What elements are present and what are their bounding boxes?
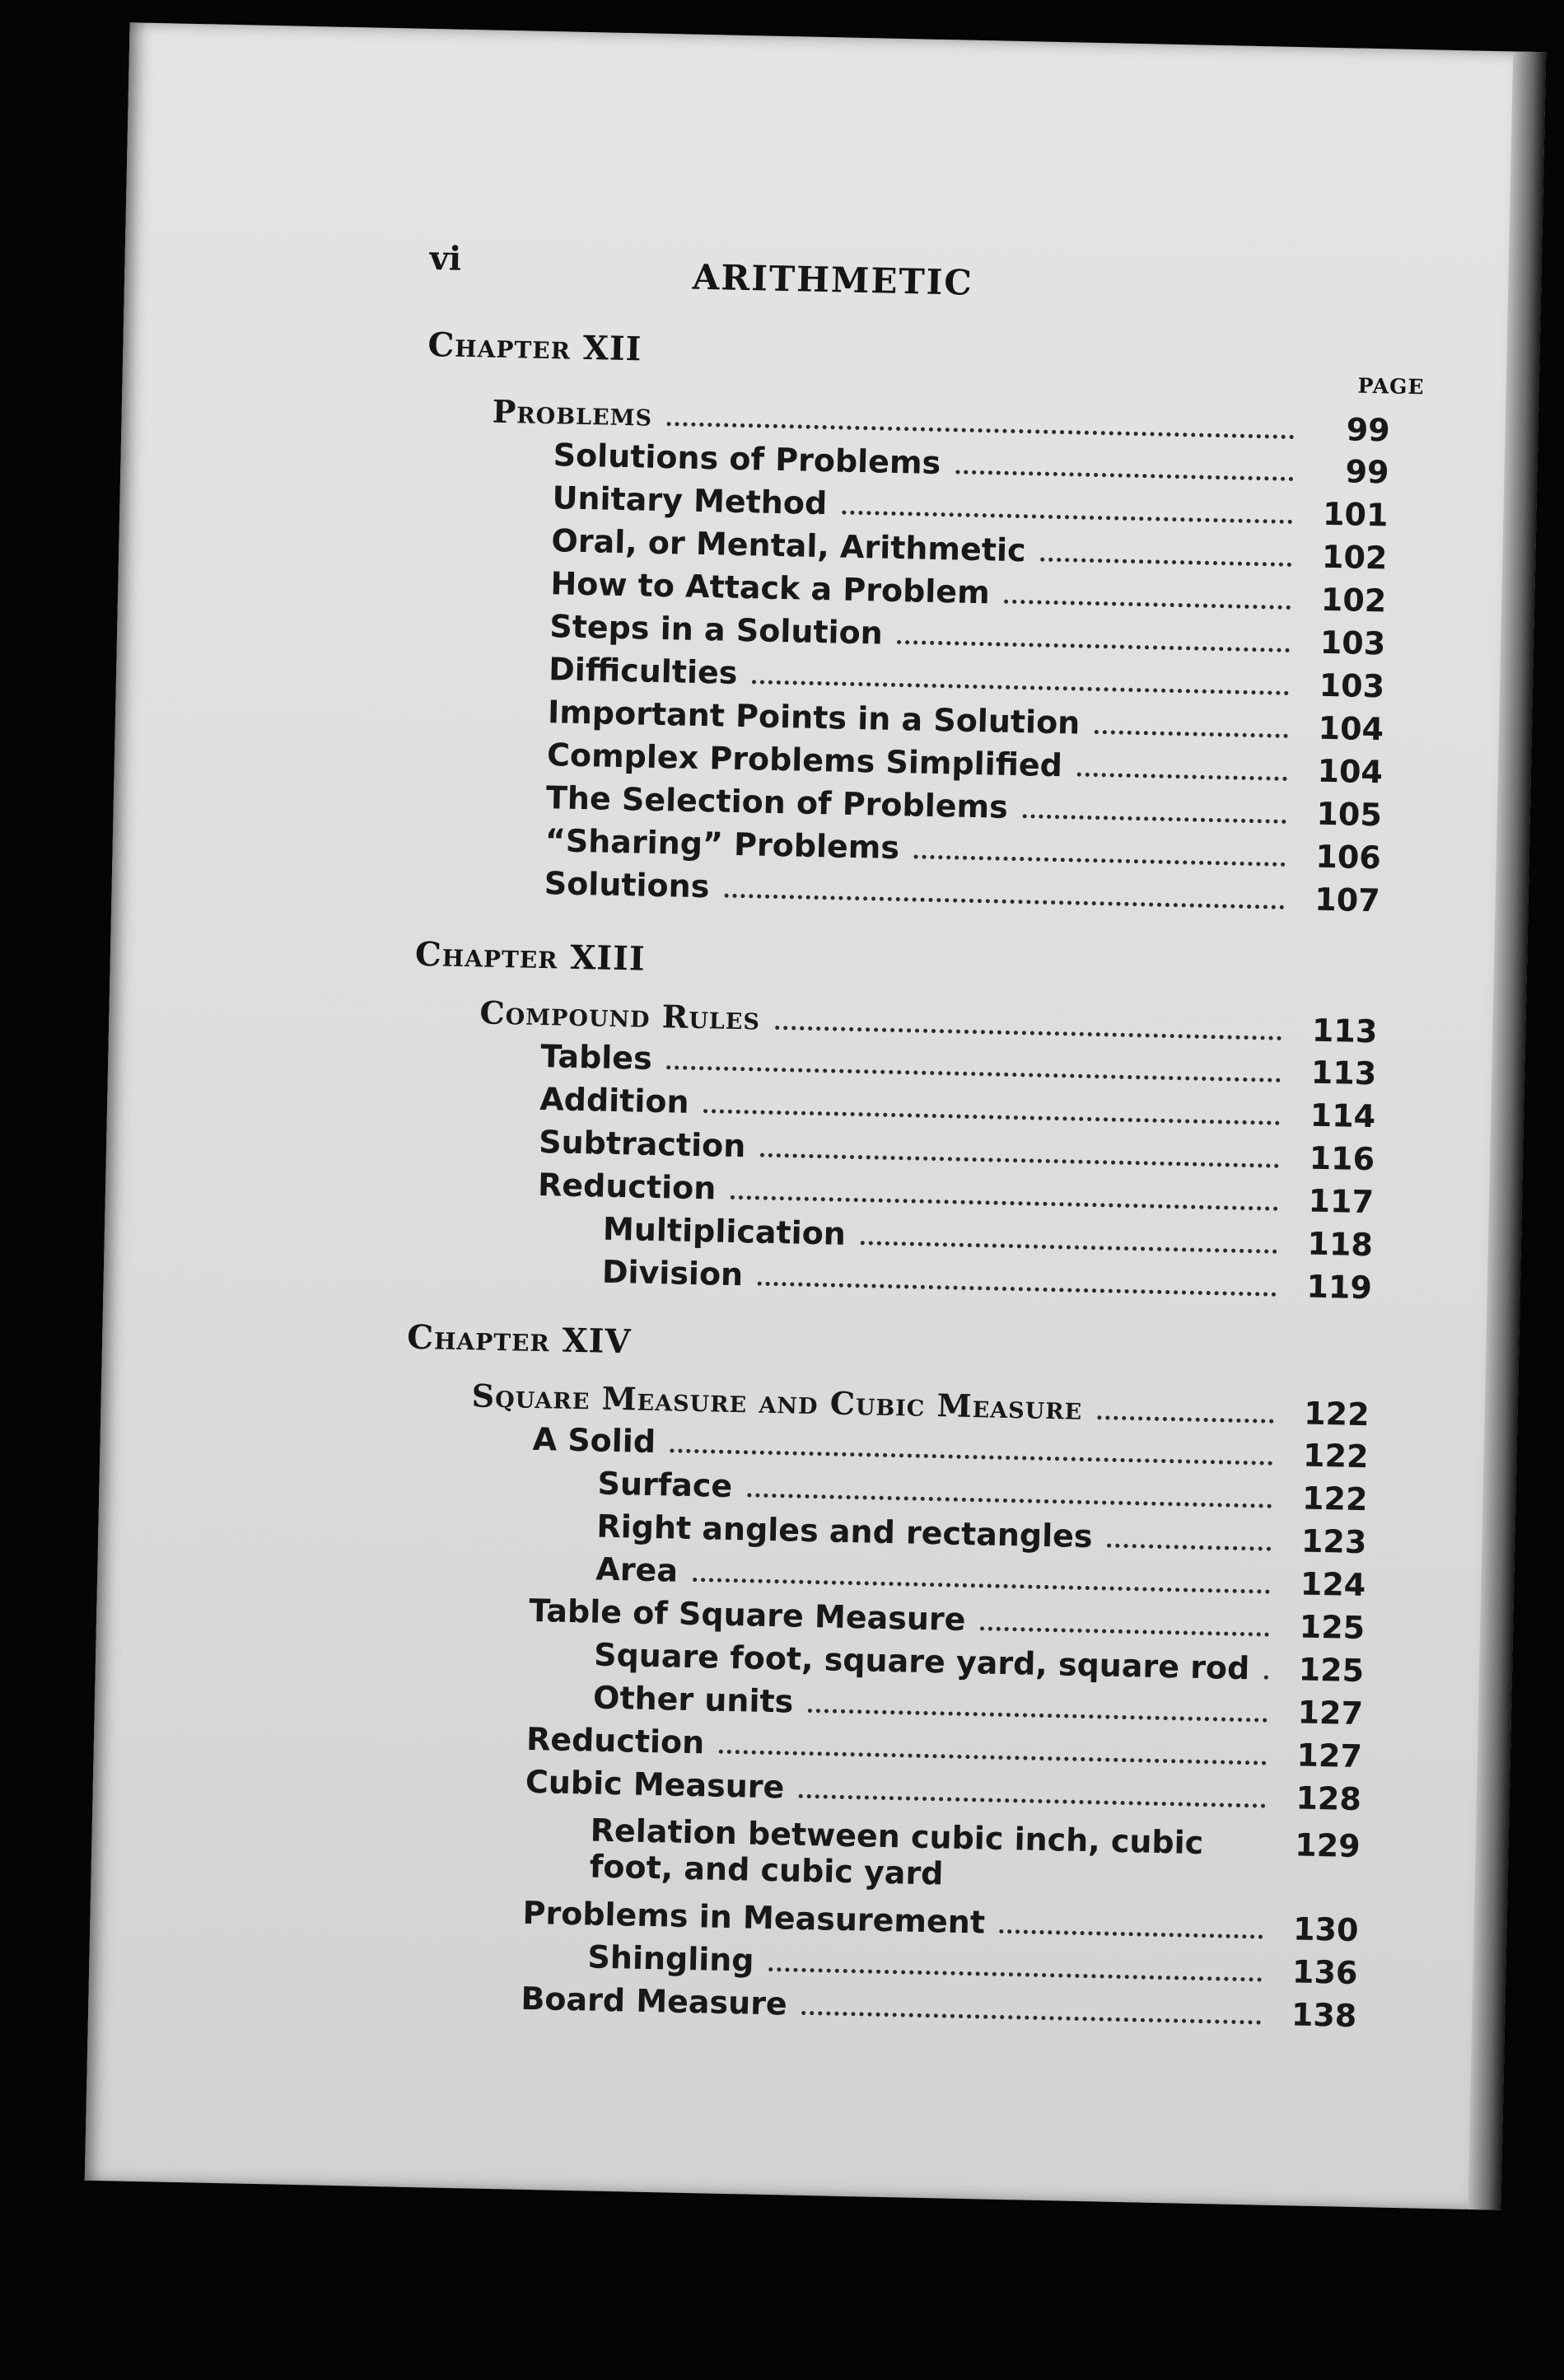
- toc-entry-title: Reduction: [537, 1166, 717, 1207]
- toc-entry-page: 119: [1306, 1268, 1373, 1307]
- dot-leader: [752, 671, 1289, 695]
- toc-entry-page: 101: [1322, 495, 1389, 534]
- toc-entry-page: 113: [1310, 1054, 1377, 1092]
- dot-leader: [801, 2003, 1261, 2025]
- dot-leader: [775, 1017, 1282, 1040]
- toc-entry: [589, 1812, 1361, 1901]
- toc-entry-page: 104: [1318, 709, 1384, 748]
- toc-entry-page: 99: [1345, 453, 1389, 491]
- toc-entry-title: Complex Problems Simplified: [546, 736, 1063, 784]
- toc-entry-page: 122: [1302, 1437, 1369, 1475]
- toc-entry-title: Tables: [539, 1038, 653, 1077]
- toc-entry-title: A Solid: [532, 1420, 656, 1461]
- dot-leader: [1097, 1407, 1274, 1423]
- dot-leader: [799, 1786, 1266, 1808]
- toc-entry-page: 113: [1311, 1012, 1378, 1050]
- toc-entry-title: Division: [601, 1253, 744, 1293]
- toc-entry-page: 114: [1310, 1096, 1376, 1135]
- toc-entry-title: Cubic Measure: [525, 1763, 785, 1806]
- toc-entry-page: 116: [1309, 1139, 1375, 1178]
- toc-entry-title: Solutions of Problems: [553, 437, 941, 482]
- dot-leader: [693, 1569, 1271, 1594]
- toc-entry-page: 104: [1317, 752, 1384, 791]
- dot-leader: [724, 886, 1285, 909]
- toc-entry-page: 103: [1319, 624, 1386, 662]
- toc-entry-page: 127: [1297, 1694, 1364, 1732]
- toc-entry-title: Compound Rules: [479, 994, 761, 1037]
- dot-leader: [758, 1274, 1277, 1297]
- toc-entry-page: 125: [1298, 1651, 1365, 1690]
- book-page: [85, 22, 1546, 2209]
- dot-leader: [897, 632, 1290, 652]
- toc-entry-page: 102: [1320, 581, 1387, 620]
- dot-leader: [980, 1618, 1269, 1636]
- toc-entry-page: 127: [1296, 1737, 1363, 1775]
- toc-entry-title: Other units: [592, 1679, 794, 1720]
- toc-entry-page: 99: [1346, 411, 1391, 449]
- dot-leader: [1004, 591, 1291, 610]
- toc-entry-title: “Sharing” Problems: [544, 822, 900, 867]
- toc-entry-page: 102: [1321, 538, 1388, 577]
- toc-entry-page: 138: [1291, 1996, 1357, 2034]
- toc-entry-page: 136: [1291, 1953, 1358, 1992]
- toc-entry-title: The Selection of Problems: [545, 779, 1009, 825]
- toc-entry-page: 128: [1296, 1779, 1362, 1818]
- dot-leader: [760, 1145, 1279, 1168]
- toc-entry-title: Unitary Method: [552, 479, 828, 522]
- dot-leader: [719, 1742, 1267, 1765]
- dot-leader: [914, 846, 1286, 866]
- toc-entry-page: 122: [1301, 1480, 1368, 1518]
- dot-leader: [808, 1700, 1268, 1723]
- toc-entry-title: Shingling: [587, 1938, 755, 1979]
- page-column-label: PAGE: [1357, 373, 1425, 400]
- toc-entry-title: Addition: [539, 1080, 689, 1120]
- dot-leader: [1095, 722, 1288, 738]
- toc-entry-page: 118: [1307, 1225, 1374, 1264]
- dot-leader: [842, 503, 1293, 524]
- toc-entry-title: Relation between cubic inch, cubic foot, and cubic yard: [589, 1812, 1204, 1892]
- dot-leader: [861, 1232, 1277, 1254]
- toc-entry-title: How to Attack a Problem: [550, 565, 991, 611]
- toc-entry-title: Reduction: [525, 1720, 705, 1761]
- dot-leader: [768, 1959, 1262, 1982]
- toc-entry-page: 103: [1319, 666, 1385, 705]
- toc-entry-title: Square foot, square yard, square rod: [593, 1636, 1250, 1687]
- toc-entry-title: Steps in a Solution: [549, 608, 884, 652]
- toc-entry-title: Problems: [492, 392, 653, 433]
- dot-leader: [747, 1485, 1272, 1508]
- toc-entry-page: 129: [1294, 1826, 1361, 1865]
- toc-entry-title: Area: [595, 1550, 679, 1589]
- toc-entry-title: Problems in Measurement: [522, 1894, 986, 1941]
- toc-entry-title: Multiplication: [602, 1210, 847, 1252]
- toc-entry-page: 106: [1314, 838, 1382, 877]
- toc-entry-title: Difficulties: [548, 651, 738, 691]
- toc-entry-page: 124: [1300, 1565, 1366, 1604]
- toc-entry-page: 125: [1299, 1608, 1366, 1647]
- dot-leader: [670, 1440, 1273, 1465]
- toc-entry-title: Subtraction: [538, 1123, 746, 1165]
- table-of-contents: [85, 22, 1546, 2209]
- toc-entry-title: Solutions: [544, 865, 710, 905]
- toc-entry-page: 130: [1292, 1910, 1359, 1949]
- dot-leader: [1040, 549, 1291, 567]
- dot-leader: [1107, 1536, 1271, 1551]
- dot-leader: [731, 1187, 1278, 1211]
- running-head: ARITHMETIC: [692, 256, 974, 303]
- dot-leader: [1022, 806, 1286, 824]
- chapter-heading: Chapter XIII: [414, 934, 647, 979]
- toc-entry-title: Square Measure and Cubic Measure: [471, 1377, 1083, 1427]
- toc-entry-page: 117: [1308, 1182, 1375, 1221]
- dot-leader: [666, 1057, 1281, 1082]
- toc-entry-title: Important Points in a Solution: [547, 694, 1081, 741]
- toc-entry-title: Table of Square Measure: [528, 1592, 966, 1638]
- dot-leader: [1077, 764, 1287, 781]
- toc-entry-page: 105: [1316, 795, 1383, 834]
- chapter-heading: Chapter XIV: [406, 1317, 632, 1362]
- toc-entry-title: Board Measure: [521, 1980, 788, 2022]
- toc-entry-page: 123: [1300, 1522, 1367, 1561]
- dot-leader: [955, 461, 1294, 481]
- dot-leader: [667, 414, 1295, 439]
- toc-entry-title: Oral, or Mental, Arithmetic: [551, 522, 1026, 569]
- toc-entry-page: 122: [1303, 1395, 1370, 1433]
- toc-entry: [602, 1254, 1373, 1307]
- dot-leader: [703, 1101, 1280, 1125]
- page-number-folio: vi: [429, 238, 462, 278]
- toc-entry-title: Right angles and rectangles: [596, 1508, 1093, 1555]
- dot-leader: [1000, 1921, 1263, 1939]
- toc-entry-page: 107: [1314, 881, 1381, 919]
- chapter-heading: Chapter XII: [427, 325, 642, 369]
- toc-entry-title: Surface: [597, 1465, 733, 1504]
